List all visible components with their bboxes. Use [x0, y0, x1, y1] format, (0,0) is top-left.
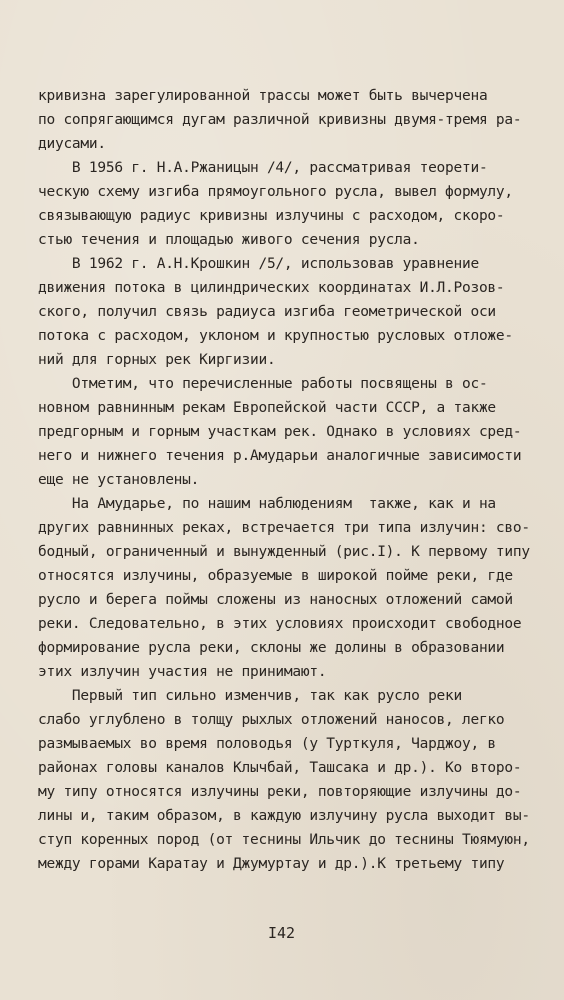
text-line: размываемых во время половодья (у Турткуля, Чарджоу, в — [38, 736, 496, 752]
text-line: по сопрягающимся дугам различной кривизны двумя-тремя ра- — [38, 112, 522, 128]
text-line: бодный, ограниченный и вынужденный (рис.I). К первому типу — [38, 544, 530, 560]
text-line: ского, получил связь радиуса изгиба геометрической оси — [38, 304, 496, 320]
text-line: На Амударье, по нашим наблюдениям также, как и на — [38, 496, 496, 512]
text-line: му типу относятся излучины реки, повторяющие излучины до- — [38, 784, 522, 800]
text-line: предгорным и горным участкам рек. Однако в условиях сред- — [38, 424, 522, 440]
text-line: Отметим, что перечисленные работы посвящены в ос- — [38, 376, 488, 392]
text-line: кривизна зарегулированной трассы может быть вычерчена — [38, 88, 488, 104]
text-line: новном равнинным рекам Европейской части СССР, а также — [38, 400, 496, 416]
text-line: реки. Следовательно, в этих условиях происходит свободное — [38, 616, 522, 632]
text-line: В 1956 г. Н.А.Ржаницын /4/, рассматривая теорети- — [38, 160, 488, 176]
text-line: других равнинных реках, встречается три типа излучин: сво- — [38, 520, 530, 536]
text-line: районах головы каналов Клычбай, Ташсака и др.). Ко второ- — [38, 760, 522, 776]
text-line: ний для горных рек Киргизии. — [38, 352, 276, 368]
text-line: ступ коренных пород (от теснины Ильчик до теснины Тюямуюн, — [38, 832, 530, 848]
text-line: Первый тип сильно изменчив, так как русло реки — [38, 688, 462, 704]
text-line: него и нижнего течения р.Амударьи аналогичные зависимости — [38, 448, 522, 464]
text-line: потока с расходом, уклоном и крупностью русловых отложе- — [38, 328, 513, 344]
text-line: связывающую радиус кривизны излучины с расходом, скоро- — [38, 208, 505, 224]
text-line: В 1962 г. А.Н.Крошкин /5/, использовав уравнение — [38, 256, 479, 272]
text-line: диусами. — [38, 136, 106, 152]
text-line: между горами Каратау и Джумуртау и др.).К третьему типу — [38, 856, 505, 872]
text-line: стью течения и площадью живого сечения русла. — [38, 232, 420, 248]
text-line: формирование русла реки, склоны же долины в образовании — [38, 640, 505, 656]
page-number: I42 — [268, 924, 296, 942]
text-line: русло и берега поймы сложены из наносных отложений самой — [38, 592, 513, 608]
text-line: относятся излучины, образуемые в широкой пойме реки, где — [38, 568, 513, 584]
text-line: слабо углублено в толщу рыхлых отложений наносов, легко — [38, 712, 505, 728]
text-line: ческую схему изгиба прямоугольного русла, вывел формулу, — [38, 184, 513, 200]
text-line: движения потока в цилиндрических координатах И.Л.Розов- — [38, 280, 505, 296]
text-line: этих излучин участия не принимают. — [38, 664, 327, 680]
text-line: лины и, таким образом, в каждую излучину русла выходит вы- — [38, 808, 530, 824]
text-line: еще не установлены. — [38, 472, 200, 488]
